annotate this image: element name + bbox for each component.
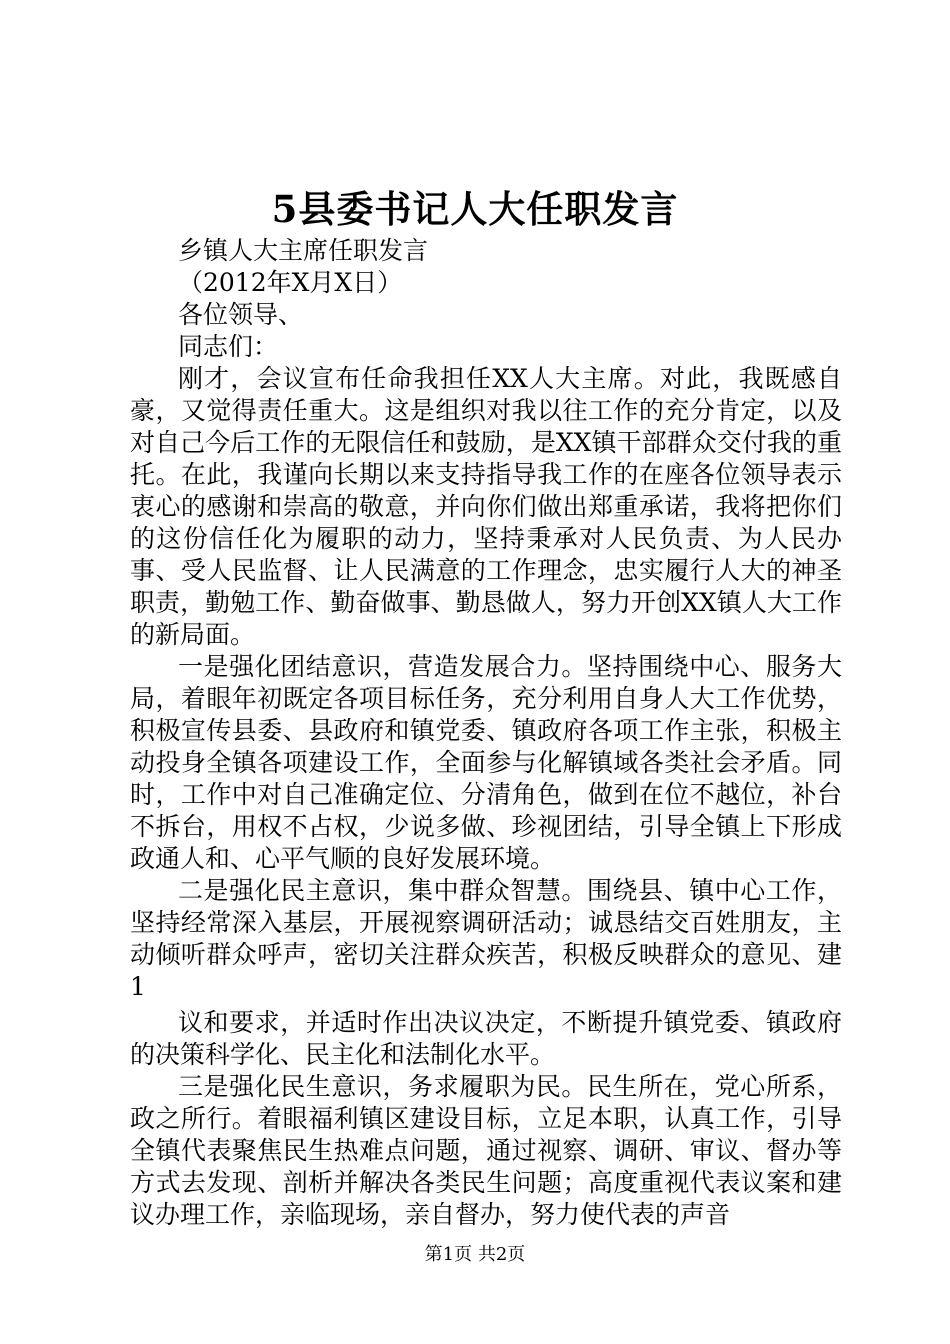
body-paragraph: 刚才，会议宣布任命我担任XX人大主席。对此，我既感自豪，又觉得责任重大。这是组织对我以往工作的充分肯定，以及对自己今后工作的无限信任和鼓励，是XX镇干部群众交付我的重托。在此，我谨向长期以来支持指导我工作的在座各位领导表示衷心的感谢和崇高的敬意，并向你们做出郑重承诺，我将把你们的这份信任化为履职的动力，坚持秉承对人民负责、为人民办事、受人民监督、让人民满意的工作理念，忠实履行人大的神圣职责，勤勉工作、勤奋做事、勤恳做人，努力开创XX镇人大工作的新局面。 xyxy=(130,364,842,649)
speech-date: （2012年X月X日） xyxy=(178,268,403,297)
document-title: 5县委书记人大任职发言 xyxy=(271,187,679,231)
document-body xyxy=(130,235,842,1231)
body-paragraph: 二是强化民主意识，集中群众智慧。围绕县、镇中心工作，坚持经常深入基层，开展视察调研活动；诚恳结交百姓朋友，主动倾听群众呼声，密切关注群众疾苦，积极反映群众的意见、建1 xyxy=(130,876,842,1001)
body-paragraph: 一是强化团结意识，营造发展合力。坚持围绕中心、服务大局，着眼年初既定各项目标任务，充分利用自身人大工作优势，积极宣传县委、县政府和镇党委、镇政府各项工作主张，积极主动投身全镇各项建设工作，全面参与化解镇域各类社会矛盾。同时，工作中对自己准确定位、分清角色，做到在位不越位，补台不拆台，用权不占权，少说多做、珍视团结，引导全镇上下形成政通人和、心平气顺的良好发展环境。 xyxy=(130,652,842,873)
speech-heading: 乡镇人大主席任职发言 xyxy=(178,236,429,265)
salutation-comrades: 同志们： xyxy=(178,332,279,361)
body-paragraph: 议和要求，并适时作出决议决定，不断提升镇党委、镇政府的决策科学化、民主化和法制化水平。 xyxy=(130,1008,842,1069)
body-paragraph: 三是强化民生意识，务求履职为民。民生所在，党心所系，政之所行。着眼福利镇区建设目标，立足本职，认真工作，引导全镇代表聚焦民生热难点问题，通过视察、调研、审议、督办等方式去发现、剖析并解决各类民生问题；高度重视代表议案和建议办理工作，亲临现场，亲自督办，努力使代表的声音 xyxy=(130,1072,842,1229)
page-number-footer: 第1页 共2页 xyxy=(424,1244,526,1265)
salutation-leaders: 各位领导、 xyxy=(178,300,304,329)
